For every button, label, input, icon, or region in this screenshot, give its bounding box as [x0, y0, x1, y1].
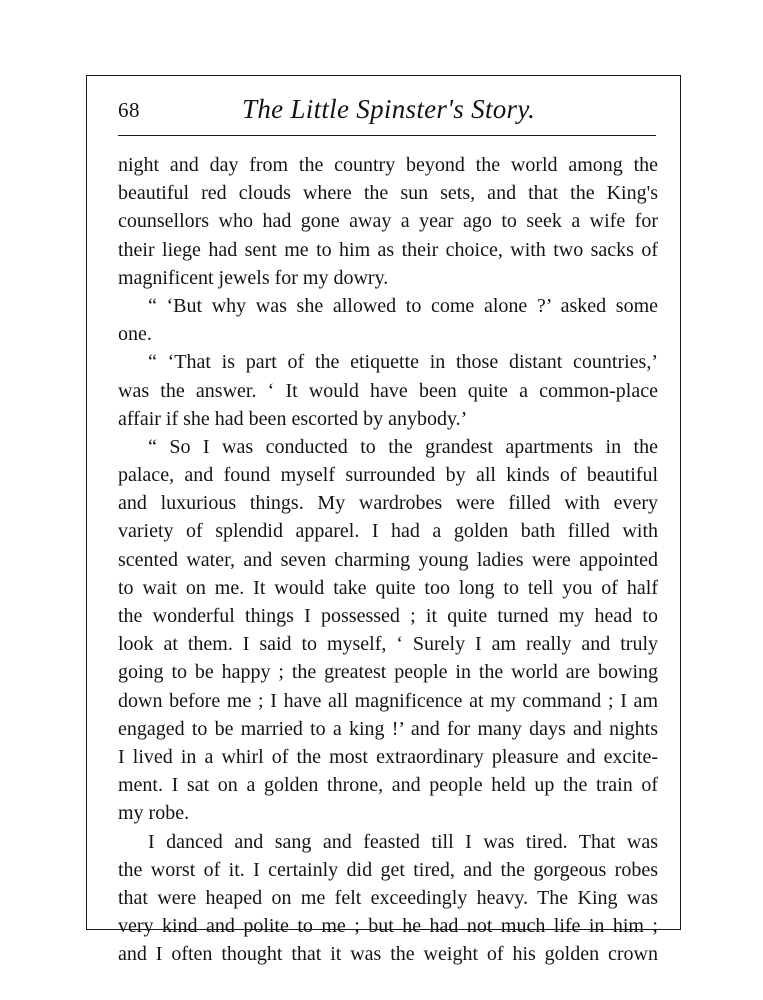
text-line: was the answer. ‘ It would have been quite a common-place — [118, 379, 658, 402]
text-line: going to be happy ; the greatest people in the world are bowing — [118, 661, 658, 684]
text-line: magnificent jewels for my dowry. — [118, 266, 389, 289]
text-line: and I often thought that it was the weight of his golden crown — [118, 943, 658, 966]
text-line: to wait on me. It would take quite too long to tell you of half — [118, 576, 658, 599]
text-line: down before me ; I have all magnificence at my command ; I am — [118, 689, 658, 712]
text-line: ment. I sat on a golden throne, and people held up the train of — [118, 774, 658, 797]
text-line: I lived in a whirl of the most extraordinary pleasure and excite- — [118, 745, 658, 768]
text-line: and luxurious things. My wardrobes were filled with every — [118, 492, 658, 515]
text-line: my robe. — [118, 802, 190, 825]
page-number: 68 — [118, 98, 140, 122]
text-line: engaged to be married to a king !’ and for many days and nights — [118, 717, 658, 740]
header-rule — [118, 135, 656, 136]
text-line: palace, and found myself surrounded by all kinds of beautiful — [118, 464, 658, 487]
text-line: “ So I was conducted to the grandest apartments in the — [148, 435, 658, 458]
text-line: beautiful red clouds where the sun sets, and that the King's — [118, 182, 658, 205]
text-line: I danced and sang and feasted till I was tired. That was — [148, 830, 658, 853]
text-line: their liege had sent me to him as their choice, with two sacks of — [118, 238, 658, 261]
text-line: affair if she had been escorted by anybody.’ — [118, 407, 468, 430]
page-header — [115, 92, 655, 132]
text-line: variety of splendid apparel. I had a golden bath filled with — [118, 520, 658, 543]
text-line: that were heaped on me felt exceedingly heavy. The King was — [118, 886, 658, 909]
text-line: look at them. I said to myself, ‘ Surely I am really and truly — [118, 633, 658, 656]
text-line: scented water, and seven charming young ladies were appointed — [118, 548, 658, 571]
text-line: one. — [118, 323, 152, 346]
text-line: counsellors who had gone away a year ago to seek a wife for — [118, 210, 658, 233]
text-line: “ ‘That is part of the etiquette in those distant countries,’ — [148, 351, 658, 374]
text-line: “ ‘But why was she allowed to come alone ?’ asked some — [148, 294, 658, 317]
text-line: the wonderful things I possessed ; it quite turned my head to — [118, 605, 658, 627]
running-title: The Little Spinster's Story. — [242, 94, 536, 124]
text-line: the worst of it. I certainly did get tired, and the gorgeous robes — [118, 858, 658, 881]
text-line: very kind and polite to me ; but he had not much life in him ; — [118, 915, 658, 938]
text-line: night and day from the country beyond the world among the — [118, 154, 658, 176]
body-text — [118, 151, 658, 968]
